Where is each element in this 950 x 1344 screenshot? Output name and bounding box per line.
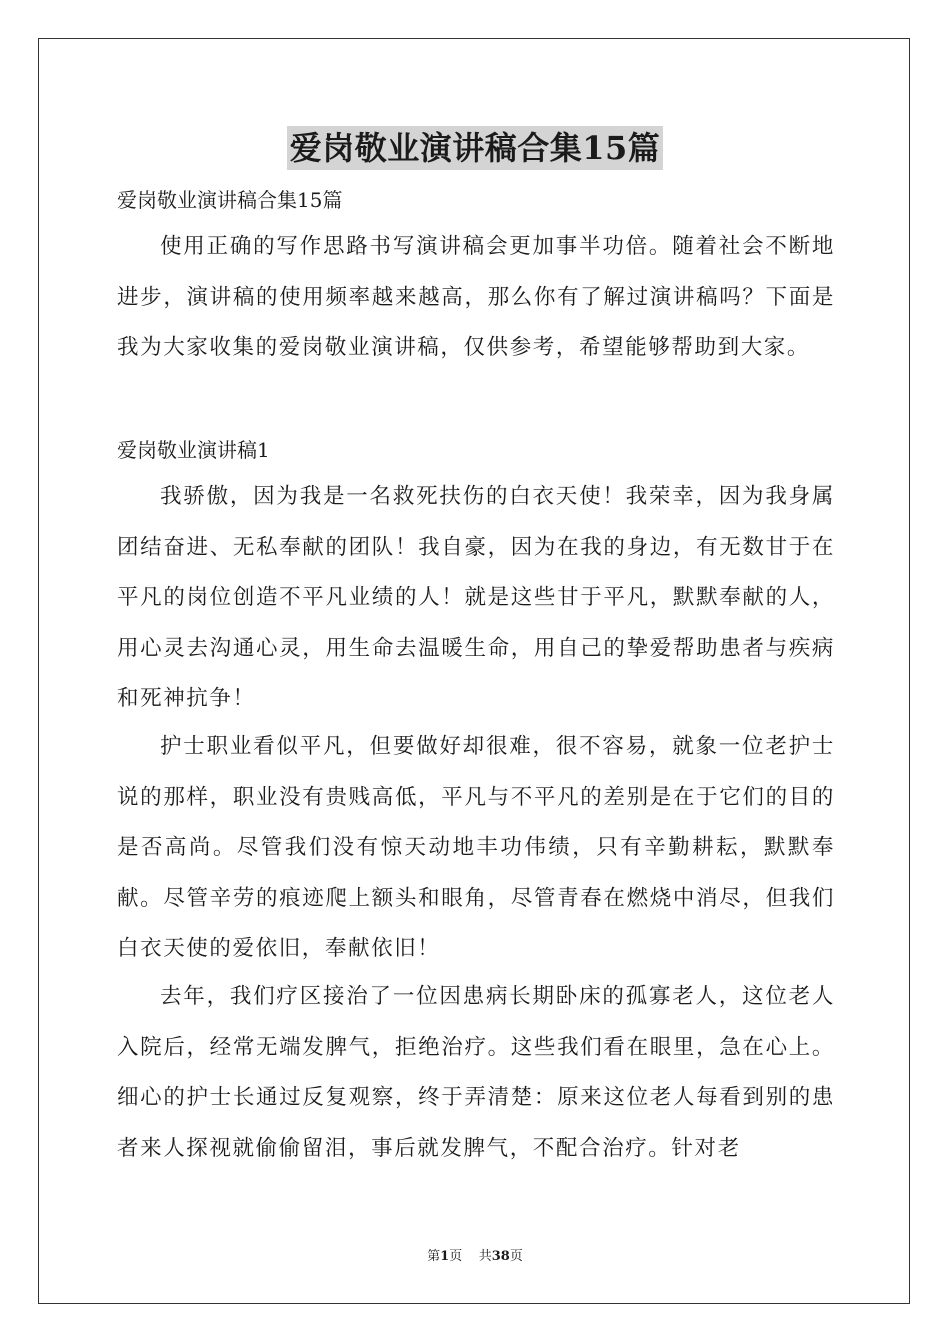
total-prefix: 共 (478, 1249, 492, 1264)
body-paragraph-3: 去年，我们疗区接治了一位因患病长期卧床的孤寡老人，这位老人入院后，经常无端发脾气，拒绝治疗。这些我们看在眼里，急在心上。细心的护士长通过反复观察，终于弄清楚：原来这位老人每看到别的患者来人探视就偷偷留泪，事后就发脾气，不配合治疗。针对老 (117, 984, 835, 1161)
section-heading: 爱岗敬业演讲稿1 (117, 438, 270, 462)
body-paragraph-1: 我骄傲，因为我是一名救死扶伤的白衣天使！我荣幸，因为我身属团结奋进、无私奉献的团队！我自豪，因为在我的身边，有无数甘于在平凡的岗位创造不平凡业绩的人！就是这些甘于平凡，默默奉献的人，用心灵去沟通心灵，用生命去温暖生命，用自己的挚爱帮助患者与疾病和死神抗争！ (117, 484, 835, 712)
page-current: 1 (440, 1249, 450, 1264)
intro-paragraph: 使用正确的写作思路书写演讲稿会更加事半功倍。随着社会不断地进步，演讲稿的使用频率越来越高，那么你有了解过演讲稿吗？下面是我为大家收集的爱岗敬业演讲稿，仅供参考，希望能够帮助到大家。 (117, 234, 835, 361)
page-prefix: 第 (427, 1249, 441, 1264)
title-container (0, 126, 950, 170)
body-paragraph-2: 护士职业看似平凡，但要做好却很难，很不容易，就象一位老护士说的那样，职业没有贵贱高低，平凡与不平凡的差别是在于它们的目的是否高尚。尽管我们没有惊天动地丰功伟绩，只有辛勤耕耘，默默奉献。尽管辛劳的痕迹爬上额头和眼角，尽管青春在燃烧中消尽，但我们白衣天使的爱依旧，奉献依旧！ (117, 734, 835, 962)
page-footer (0, 1248, 950, 1266)
document-title: 爱岗敬业演讲稿合集15篇 (287, 126, 664, 170)
document-subtitle: 爱岗敬业演讲稿合集15篇 (117, 188, 343, 212)
total-suffix: 页 (509, 1249, 523, 1264)
page-suffix: 页 (449, 1249, 463, 1264)
total-pages: 38 (491, 1249, 510, 1264)
